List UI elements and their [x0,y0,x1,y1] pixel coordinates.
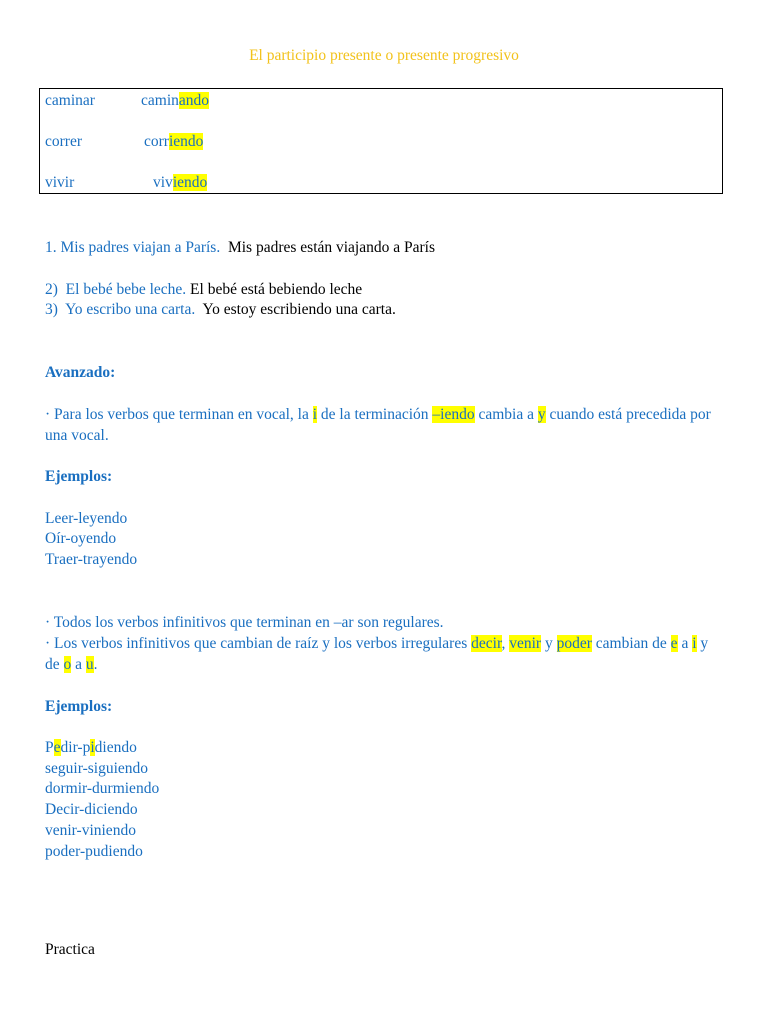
list-item: Oír-oyendo [45,530,117,547]
stem-change-rule: · Los verbos infinitivos que cambian de raíz y los verbos irregulares decir, venir y poder cambian de e a i y de o a u. [45,635,709,673]
list-item: Leer-leyendo [45,510,128,527]
section-heading-advanced: Avanzado: [45,364,116,381]
example-sentence: 3) Yo escribo una carta. Yo estoy escribiendo una carta. [45,301,396,318]
list-item: Pedir-pidiendo [45,739,137,756]
list-item: poder-pudiendo [45,843,143,860]
section-heading-examples: Ejemplos: [45,468,113,485]
section-heading-examples: Ejemplos: [45,698,113,715]
gerund-ending: ando [178,92,210,109]
practice-heading: Practica [45,941,95,958]
gerund [153,173,207,193]
advanced-rule: · Para los verbos que terminan en vocal, la i de la terminación –iendo cambia a y cuando está precedida por una vocal. [45,406,711,444]
gerund-stem: viv [153,174,173,191]
conjugation-table [39,88,723,194]
regular-verbs-rule: · Todos los verbos infinitivos que terminan en –ar son regulares. [45,614,444,631]
list-item: Decir-diciendo [45,801,138,818]
gerund-ending: iendo [168,133,204,150]
gerund [141,91,209,111]
infinitive: caminar [45,92,95,109]
list-item: Traer-trayendo [45,551,138,568]
gerund-stem: camin [141,92,179,109]
infinitive: correr [45,133,82,150]
gerund-stem: corr [144,133,169,150]
example-sentence: 2) El bebé bebe leche. El bebé está bebiendo leche [45,281,363,298]
gerund [144,132,203,152]
infinitive: vivir [45,174,75,191]
gerund-ending: iendo [172,174,208,191]
list-item: dormir-durmiendo [45,780,160,797]
example-sentence: 1. Mis padres viajan a París. Mis padres están viajando a París [45,239,436,256]
page-title: El participio presente o presente progresivo [249,47,519,64]
list-item: venir-viniendo [45,822,136,839]
list-item: seguir-siguiendo [45,760,149,777]
